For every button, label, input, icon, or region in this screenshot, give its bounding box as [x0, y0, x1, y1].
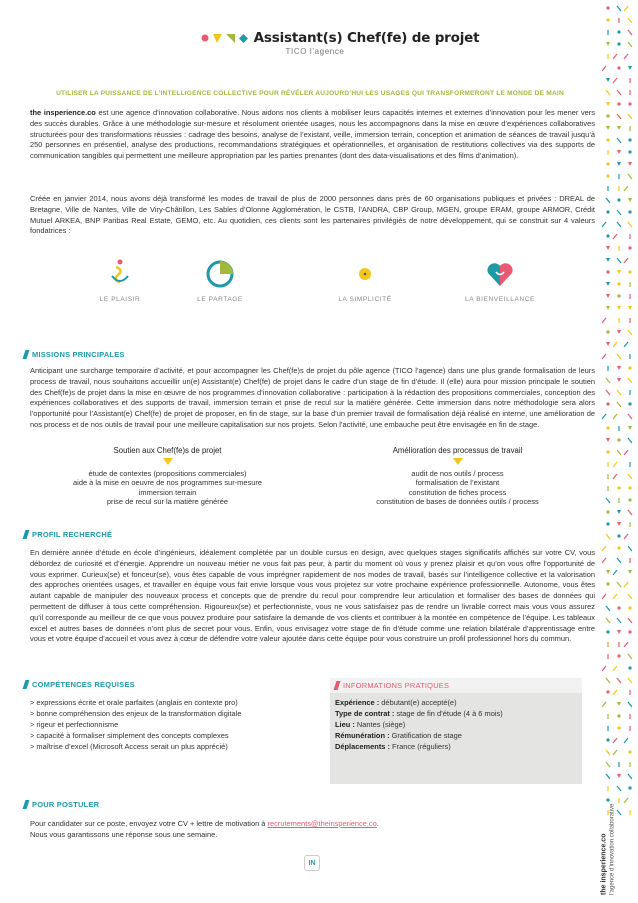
mission-column-soutien [30, 446, 305, 507]
info-value: stage de fin d’étude (4 à 6 mois) [394, 709, 503, 718]
competences-heading-text: COMPÉTENCES REQUISES [32, 680, 135, 689]
values-row [90, 258, 560, 308]
postuler-text-end: . [376, 819, 379, 828]
page-title: Assistant(s) Chef(fe) de projet [253, 30, 480, 46]
competences-heading [24, 680, 135, 689]
info-row-lieu [335, 719, 503, 730]
dot-icon [358, 267, 372, 281]
value-label: LA BIENVEILLANCE [465, 296, 535, 303]
info-value: Gratification de stage [389, 731, 462, 740]
competences-list [30, 697, 310, 752]
yellow-triangle-icon [453, 458, 463, 465]
postuler-paragraph [30, 819, 595, 841]
value-plaisir [75, 258, 165, 303]
info-key: Déplacements : [335, 742, 390, 751]
value-simplicite [320, 258, 410, 303]
info-key: Expérience : [335, 698, 380, 707]
profil-heading [24, 530, 112, 539]
info-key: Type de contrat : [335, 709, 395, 718]
missions-paragraph: Anticipant une surcharge temporaire d’activité, et pour accompagner les Chef(fe)s de projet du pôle agence (TICO l’agence) dans une plus grande formalisation de leurs process de travail, nous souhaitons accueillir un(e) Assistant(e) Chef(fe) de projet dans le cadre d’un stage de fin d’étude. Il (elle) aura pour mission principale le soutien des Chef(fe)s de projet dans la mise en œuvre de nos programmes d’innovation collaborative : participation à la rédaction des propositions commerciales, conception des expériences collaboratives et des supports de travail, immersion terrain et prise de recul sur la matière générée. Cette immersion dans notre méthodologie sera alors l’opportunité pour l’Assistant(e) Chef(fe) de projet de proposer, en fin de stage, sur la base d’un premier travail de formalisation déjà réalisé en interne, une amélioration de nos process et de nos outils de travail pour une meilleure capitalisation sur nos projets. Selon l’activité, une embauche peut être envisagée en fin de stage. [30, 366, 595, 429]
value-label: LE PARTAGE [197, 296, 243, 303]
info-key: Lieu : [335, 720, 355, 729]
list-item: prise de recul sur la matière générée [106, 497, 229, 507]
slash-icon [23, 800, 30, 809]
profil-paragraph: En dernière année d’étude en école d’ingénieurs, idéalement complétée par un double cursus en design, avec quelques stages significatifs affichés sur votre CV, vous débordez de curiosité et d’énergie. Apprendre un nouveau métier ne vous fait pas peur, à partir du moment où vous y prenez plaisir et qu’on vous offre l’opportunité de vous exprimer. Curieux(se) et fonceur(se), vous êtes capable de vous imprégner rapidement de nos modes de travail, basés sur l’intelligence collective et la valorisation des approches orientées usages, et travailler en équipe vous fait envie lorsque vous vous projetez sur votre prochaine expérience professionnelle. Autonome, vous êtes autant capable de manipuler des nouveaux process et concepts que de prendre du recul pour comprendre leur articulation et formaliser des bases de données qui permettent de diffuser à tous cette compréhension. Rigoureux(se) et perfectionniste, vous ne vous satisfaisez pas de rendre un livrable correct mais vous vous assurez qu’il corresponde au meilleur de ce que vous pouvez produire pour satisfaire la demande de vos clients et contribuer à la montée en compétence de l’équipe. Les tableaux excel et autres bases de données n’ont plus de secret pour vous. Enfin, vous envisagez votre stage de fin d’étude comme une relation bilatérale d’apprentissage entre vous et votre équipe d’accueil et vous avez à cœur de défendre votre valeur ajoutée dans cette équipe pour vous construire un profil professionnel hors du commun. [30, 548, 595, 644]
info-row-remuneration [335, 730, 503, 741]
decorative-pattern-strip [602, 0, 638, 903]
postuler-guarantee: Nous vous garantissons une réponse sous une semaine. [30, 829, 218, 839]
slash-icon [23, 530, 30, 539]
header [0, 30, 600, 56]
infos-pratiques-box [330, 678, 582, 784]
value-partage [175, 258, 265, 303]
list-item: étude de contextes (propositions commerciales) [88, 468, 247, 478]
list-item: > rigeur et perfectionnisme [30, 720, 119, 729]
heart-icon [485, 260, 515, 288]
green-triangle-icon [226, 34, 235, 43]
list-item: > bonne compréhension des enjeux de la transformation digitale [30, 709, 242, 718]
yellow-triangle-icon [163, 458, 173, 465]
mission-column-amelioration [320, 446, 595, 507]
email-link[interactable]: recrutements@theinsperience.co [267, 819, 377, 828]
info-row-experience [335, 697, 503, 708]
intro-paragraph-1 [30, 108, 595, 162]
missions-heading [24, 350, 125, 359]
agency-subtitle: TICO l’agence [285, 47, 345, 56]
pattern-icon [602, 0, 638, 903]
brand-name: the insperience.co [600, 833, 607, 895]
slash-icon [334, 681, 341, 690]
mission-columns [30, 446, 595, 521]
slash-icon [23, 680, 30, 689]
tagline: UTILISER LA PUISSANCE DE L’INTELLIGENCE COLLECTIVE POUR RÉVÉLER AUJOURD’HUI LES USAGES QUI TRANSFORMERONT LE MONDE DE MAIN [56, 90, 564, 97]
infos-heading-text: INFORMATIONS PRATIQUES [343, 681, 450, 690]
list-item: > expressions écrite et orale parfaites (anglais en contexte pro) [30, 698, 238, 707]
list-item: > capacité à formaliser simplement des concepts complexes [30, 731, 229, 740]
pie-share-icon [204, 258, 236, 290]
list-item: constitution de bases de données outils / process [376, 497, 539, 507]
value-bienveillance [455, 258, 545, 303]
list-item: immersion terrain [138, 487, 197, 497]
yellow-triangle-icon [213, 34, 222, 43]
info-value: débutant(e) accepté(e) [379, 698, 457, 707]
pink-dot-icon [201, 34, 209, 42]
postuler-text: Pour candidater sur ce poste, envoyez votre CV + lettre de motivation à [30, 819, 268, 828]
insperience-logo: IN [304, 855, 320, 871]
teal-diamond-icon [239, 34, 248, 43]
column-title: Soutien aux Chef(fe)s de projet [113, 446, 222, 455]
postuler-heading [24, 800, 99, 809]
list-item: aide à la mise en oeuvre de nos programmes sur-mesure [73, 478, 262, 488]
brand-tagline: l’agence d’innovation collaborative [609, 803, 615, 895]
info-value: France (réguliers) [389, 742, 451, 751]
brand-shapes [201, 34, 248, 43]
list-item: audit de nos outils / process [411, 468, 504, 478]
slash-icon [23, 350, 30, 359]
info-row-deplacements [335, 741, 503, 752]
list-item: > maîtrise d’excel (Microsoft Access serait un plus apprécié) [30, 742, 228, 751]
list-item: constitution de fiches process [408, 487, 507, 497]
profil-heading-text: PROFIL RECHERCHÉ [32, 530, 113, 539]
info-row-contrat [335, 708, 503, 719]
info-value: Nantes (siège) [354, 720, 406, 729]
missions-heading-text: MISSIONS PRINCIPALES [32, 350, 125, 359]
column-title: Amélioration des processus de travail [392, 446, 523, 455]
value-label: LA SIMPLICITÉ [338, 296, 392, 303]
smile-icon [108, 258, 132, 290]
info-key: Rémunération : [335, 731, 390, 740]
postuler-heading-text: POUR POSTULER [32, 800, 100, 809]
intro-text: est une agence d’innovation collaborative. Nous aidons nos clients à mobiliser leurs capacités internes et externes d’innovation pour les mener vers des succès durables. Grâce à une méthodologie sur-mesure et résolument orientée usages, nous les accompagnons dans la mise en œuvre d’expériences collaboratives structurées pour des transformations réussies : cadrage des besoins, analyse de l’existant, veille, immersion terrain, conception et animation de séances de travail jusqu’à 250 personnes en présentiel, analyse des productions, recommandations stratégiques et opérationnelles, et organisation de restitutions collectives via des supports de communication tangibles qui permettent une meilleure appropriation par les parties prenantes (dont des data-visualisations et des films d’animation). [30, 108, 596, 161]
intro-paragraph-2: Créée en janvier 2014, nous avons déjà transformé les modes de travail de plus de 2000 personnes dans près de 60 organisations publiques et privées : DREAL de Bretagne, Ville de Nantes, Ville de Viry-Châtillon, Les Sables d’Olonne Agglomération, le CSTB, l’ANDRA, CBP Group, MGEN, groupe ERAM, groupe ARMOR, Crédit Mutuel ARKEA, BNP Paribas Real Estate, GEMO, etc. Au quotidien, ces clients sont les partenaires privilégiés de notre développement, qui se construit sur 4 valeurs fondatrices : [30, 194, 595, 236]
list-item: formalisation de l’existant [415, 478, 500, 488]
company-name: the insperience.co [30, 108, 96, 117]
vertical-brand [600, 804, 616, 895]
infos-heading [335, 681, 449, 690]
value-label: LE PLAISIR [99, 296, 141, 303]
